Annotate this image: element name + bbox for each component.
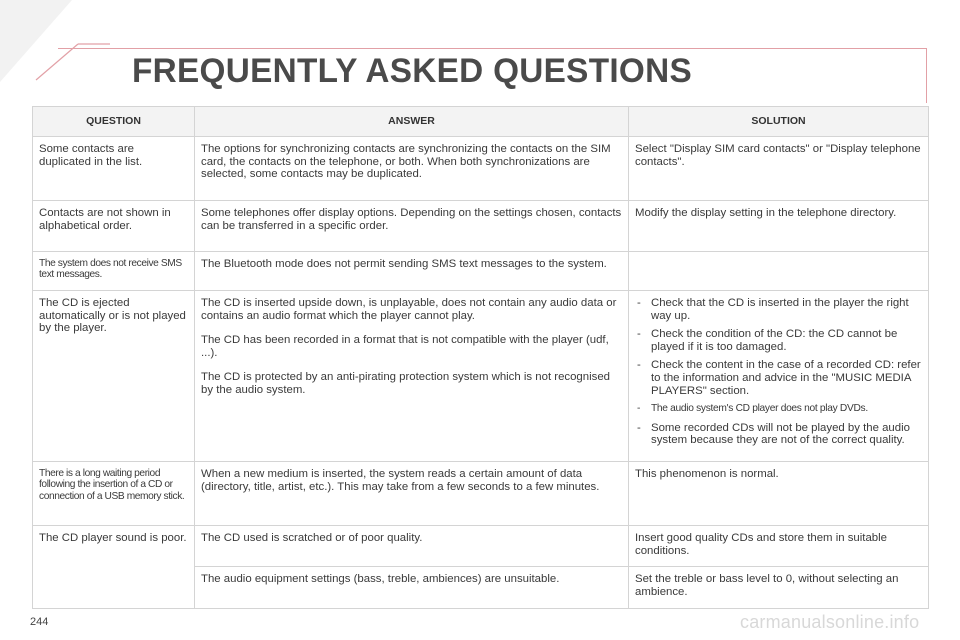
faq-table <box>32 106 929 609</box>
column-header-answer: ANSWER <box>195 107 629 137</box>
question-cell: Contacts are not shown in alphabetical order. <box>33 201 195 252</box>
answer-text: The CD is protected by an anti-pirating protection system which is not recognised by the audio system. <box>201 371 610 396</box>
table-row <box>33 461 929 525</box>
table-row <box>33 291 929 462</box>
answer-text: The options for synchronizing contacts are synchronizing the contacts on the SIM card, the contacts on the telephone, or both. When both synchronizations are selected, some contacts may be duplicated. <box>201 143 611 181</box>
solution-cell: This phenomenon is normal. <box>629 461 929 525</box>
answer-text: When a new medium is inserted, the system reads a certain amount of data (directory, title, artist, etc.). This may take from a few seconds to a few minutes. <box>201 467 600 493</box>
solution-list <box>635 297 922 447</box>
list-item: - Check the content in the case of a recorded CD: refer to the information and advice in the "MUSIC MEDIA PLAYERS" section. <box>635 359 922 397</box>
table-row <box>33 252 929 291</box>
solution-cell: Set the treble or bass level to 0, without selecting an ambience. <box>629 566 929 608</box>
question-cell: There is a long waiting period following the insertion of a CD or connection of a USB memory stick. <box>33 461 195 525</box>
answer-cell <box>195 252 629 291</box>
answer-cell <box>195 525 629 566</box>
answer-cell <box>195 291 629 462</box>
column-header-question: QUESTION <box>33 107 195 137</box>
list-item: - Check that the CD is inserted in the player the right way up. <box>635 297 922 322</box>
solution-cell: Select "Display SIM card contacts" or "Display telephone contacts". <box>629 137 929 201</box>
answer-text: Some telephones offer display options. Depending on the settings chosen, contacts can be transferred in a specific order. <box>201 207 622 232</box>
page-number: 244 <box>30 616 49 628</box>
table-row <box>33 566 929 608</box>
answer-text: The CD is inserted upside down, is unplayable, does not contain any audio data or contains an audio format which the player cannot play. <box>201 297 617 322</box>
list-item: - Check the condition of the CD: the CD cannot be played if it is too damaged. <box>635 328 922 353</box>
page-title: FREQUENTLY ASKED QUESTIONS <box>132 52 692 90</box>
answer-text: The Bluetooth mode does not permit sending SMS text messages to the system. <box>201 258 607 270</box>
column-header-solution: SOLUTION <box>629 107 929 137</box>
list-item: - The audio system's CD player does not play DVDs. <box>635 403 922 416</box>
answer-text: The audio equipment settings (bass, treble, ambiences) are unsuitable. <box>201 572 560 585</box>
answer-text: The CD has been recorded in a format that is not compatible with the player (udf, ...). <box>201 334 609 359</box>
answer-cell <box>195 201 629 252</box>
answer-cell <box>195 566 629 608</box>
question-cell: The system does not receive SMS text messages. <box>33 252 195 291</box>
solution-cell <box>629 291 929 462</box>
solution-cell <box>629 252 929 291</box>
list-item: - Some recorded CDs will not be played by the audio system because they are not of the correct quality. <box>635 422 922 447</box>
answer-cell <box>195 137 629 201</box>
watermark-text: carmanualsonline.info <box>740 612 920 632</box>
answer-text: The CD used is scratched or of poor quality. <box>201 531 423 544</box>
solution-cell: Insert good quality CDs and store them in suitable conditions. <box>629 525 929 566</box>
table-row <box>33 201 929 252</box>
table-row <box>33 525 929 566</box>
table-header-row <box>33 107 929 137</box>
table-row <box>33 137 929 201</box>
question-cell <box>33 566 195 608</box>
solution-cell: Modify the display setting in the telephone directory. <box>629 201 929 252</box>
question-cell: The CD player sound is poor. <box>33 525 195 566</box>
answer-cell <box>195 461 629 525</box>
question-cell: The CD is ejected automatically or is not played by the player. <box>33 291 195 462</box>
question-cell: Some contacts are duplicated in the list. <box>33 137 195 201</box>
